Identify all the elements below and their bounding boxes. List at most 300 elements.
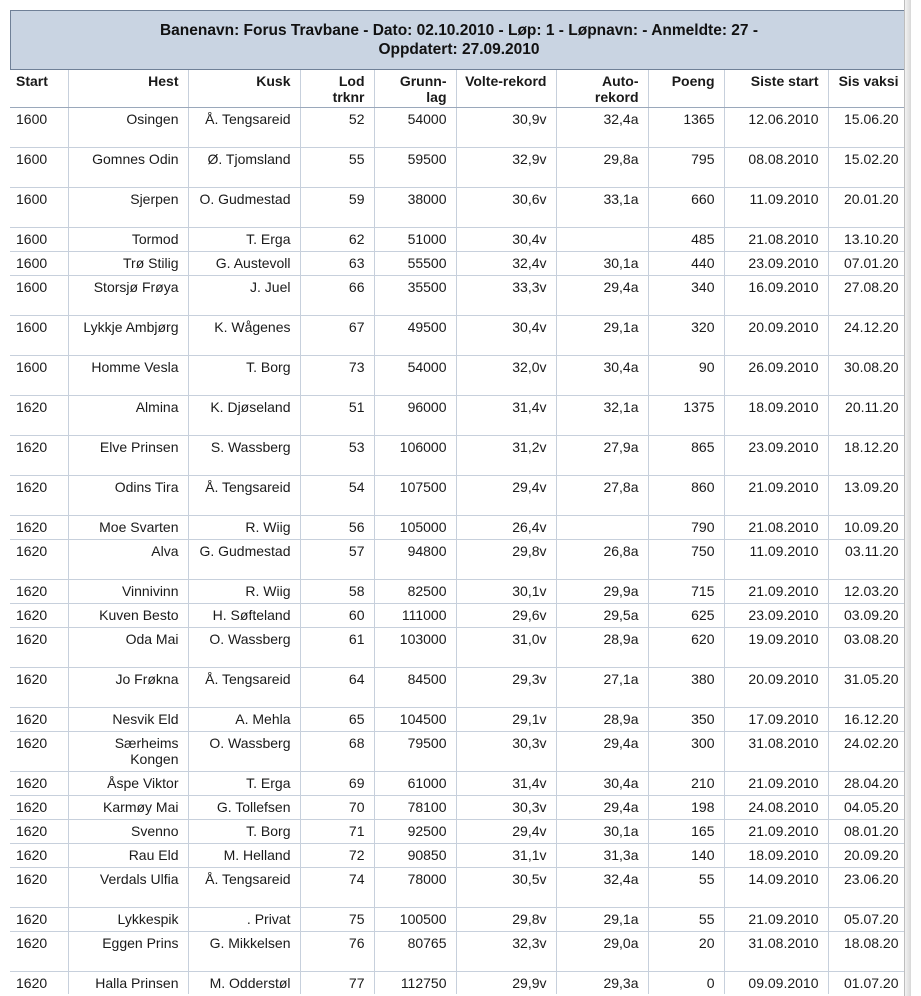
cell-siste-start: 21.09.2010 (724, 908, 828, 932)
cell-siste-start: 20.09.2010 (724, 316, 828, 356)
cell-hest: Særheims Kongen (68, 732, 188, 772)
cell-grunnlag: 90850 (374, 844, 456, 868)
cell-start: 1600 (10, 356, 68, 396)
cell-hest: Odins Tira (68, 476, 188, 516)
cell-siste-start: 26.09.2010 (724, 356, 828, 396)
col-header-grunnlag: Grunn-lag (374, 70, 456, 108)
cell-volterekord: 33,3v (456, 276, 556, 316)
cell-poeng: 380 (648, 668, 724, 708)
cell-start: 1620 (10, 580, 68, 604)
cell-siste-vaksinasjon: 16.12.20 (828, 708, 906, 732)
cell-volterekord: 29,8v (456, 540, 556, 580)
cell-start: 1620 (10, 932, 68, 972)
cell-poeng: 620 (648, 628, 724, 668)
cell-start: 1620 (10, 820, 68, 844)
race-header (10, 10, 906, 70)
entries-table-wrap (10, 70, 906, 994)
table-header-row (10, 70, 906, 108)
cell-siste-vaksinasjon: 01.07.20 (828, 972, 906, 995)
table-row (10, 516, 906, 540)
table-row (10, 932, 906, 972)
entries-table (10, 70, 906, 994)
table-row (10, 820, 906, 844)
cell-lod: 51 (300, 396, 374, 436)
cell-start: 1600 (10, 316, 68, 356)
cell-poeng: 320 (648, 316, 724, 356)
cell-lod: 63 (300, 252, 374, 276)
cell-siste-vaksinasjon: 24.02.20 (828, 732, 906, 772)
cell-grunnlag: 84500 (374, 668, 456, 708)
cell-volterekord: 30,4v (456, 228, 556, 252)
cell-lod: 66 (300, 276, 374, 316)
table-row (10, 276, 906, 316)
cell-kusk: Ø. Tjomsland (188, 148, 300, 188)
cell-kusk: Å. Tengsareid (188, 668, 300, 708)
cell-poeng: 860 (648, 476, 724, 516)
cell-siste-start: 23.09.2010 (724, 252, 828, 276)
cell-siste-vaksinasjon: 31.05.20 (828, 668, 906, 708)
cell-hest: Eggen Prins (68, 932, 188, 972)
cell-lod: 61 (300, 628, 374, 668)
cell-autorekord: 27,1a (556, 668, 648, 708)
cell-autorekord: 30,1a (556, 252, 648, 276)
table-row (10, 356, 906, 396)
cell-siste-vaksinasjon: 27.08.20 (828, 276, 906, 316)
cell-volterekord: 31,4v (456, 772, 556, 796)
cell-hest: Nesvik Eld (68, 708, 188, 732)
cell-lod: 75 (300, 908, 374, 932)
cell-start: 1620 (10, 708, 68, 732)
cell-lod: 56 (300, 516, 374, 540)
table-row (10, 148, 906, 188)
cell-kusk: T. Erga (188, 228, 300, 252)
cell-start: 1620 (10, 628, 68, 668)
report-frame (8, 8, 906, 994)
cell-siste-vaksinasjon: 04.05.20 (828, 796, 906, 820)
col-header-autorekord: Auto-rekord (556, 70, 648, 108)
col-header-poeng: Poeng (648, 70, 724, 108)
cell-autorekord (556, 228, 648, 252)
cell-start: 1620 (10, 772, 68, 796)
cell-autorekord: 30,4a (556, 356, 648, 396)
cell-hest: Tormod (68, 228, 188, 252)
cell-siste-vaksinasjon: 28.04.20 (828, 772, 906, 796)
cell-siste-vaksinasjon: 18.08.20 (828, 932, 906, 972)
cell-start: 1600 (10, 148, 68, 188)
cell-lod: 67 (300, 316, 374, 356)
cell-kusk: M. Odderstøl (188, 972, 300, 995)
cell-siste-start: 21.08.2010 (724, 228, 828, 252)
cell-autorekord: 31,3a (556, 844, 648, 868)
col-header-siste-start: Siste start (724, 70, 828, 108)
cell-autorekord: 29,4a (556, 276, 648, 316)
cell-poeng: 55 (648, 908, 724, 932)
cell-autorekord: 32,4a (556, 108, 648, 148)
cell-kusk: Å. Tengsareid (188, 476, 300, 516)
table-row (10, 796, 906, 820)
cell-lod: 73 (300, 356, 374, 396)
cell-poeng: 20 (648, 932, 724, 972)
cell-start: 1620 (10, 868, 68, 908)
cell-lod: 71 (300, 820, 374, 844)
cell-siste-start: 31.08.2010 (724, 932, 828, 972)
cell-hest: Gomnes Odin (68, 148, 188, 188)
cell-kusk: T. Erga (188, 772, 300, 796)
table-row (10, 908, 906, 932)
cell-siste-vaksinasjon: 03.08.20 (828, 628, 906, 668)
cell-kusk: K. Wågenes (188, 316, 300, 356)
cell-grunnlag: 59500 (374, 148, 456, 188)
cell-grunnlag: 79500 (374, 732, 456, 772)
cell-start: 1620 (10, 844, 68, 868)
cell-autorekord: 29,1a (556, 316, 648, 356)
cell-hest: Elve Prinsen (68, 436, 188, 476)
cell-poeng: 140 (648, 844, 724, 868)
col-header-kusk: Kusk (188, 70, 300, 108)
cell-lod: 69 (300, 772, 374, 796)
cell-start: 1600 (10, 188, 68, 228)
cell-volterekord: 32,0v (456, 356, 556, 396)
cell-volterekord: 29,9v (456, 972, 556, 995)
cell-autorekord: 32,4a (556, 868, 648, 908)
cell-lod: 60 (300, 604, 374, 628)
cell-volterekord: 29,6v (456, 604, 556, 628)
cell-autorekord: 29,5a (556, 604, 648, 628)
col-header-hest: Hest (68, 70, 188, 108)
cell-lod: 76 (300, 932, 374, 972)
cell-siste-start: 21.09.2010 (724, 476, 828, 516)
cell-volterekord: 30,4v (456, 316, 556, 356)
cell-siste-vaksinasjon: 03.09.20 (828, 604, 906, 628)
table-row (10, 108, 906, 148)
cell-lod: 55 (300, 148, 374, 188)
cell-start: 1620 (10, 396, 68, 436)
cell-poeng: 300 (648, 732, 724, 772)
cell-poeng: 660 (648, 188, 724, 228)
cell-poeng: 790 (648, 516, 724, 540)
window-edge (904, 0, 911, 996)
cell-volterekord: 30,5v (456, 868, 556, 908)
cell-volterekord: 30,9v (456, 108, 556, 148)
cell-grunnlag: 78000 (374, 868, 456, 908)
cell-hest: Trø Stilig (68, 252, 188, 276)
cell-hest: Alva (68, 540, 188, 580)
cell-siste-vaksinasjon: 15.02.20 (828, 148, 906, 188)
cell-volterekord: 32,4v (456, 252, 556, 276)
cell-siste-start: 19.09.2010 (724, 628, 828, 668)
cell-kusk: R. Wiig (188, 580, 300, 604)
cell-grunnlag: 49500 (374, 316, 456, 356)
cell-lod: 58 (300, 580, 374, 604)
cell-start: 1620 (10, 604, 68, 628)
cell-autorekord: 30,1a (556, 820, 648, 844)
cell-siste-start: 21.09.2010 (724, 580, 828, 604)
cell-poeng: 210 (648, 772, 724, 796)
cell-start: 1620 (10, 516, 68, 540)
cell-siste-vaksinasjon: 30.08.20 (828, 356, 906, 396)
col-header-start: Start (10, 70, 68, 108)
cell-hest: Åspe Viktor (68, 772, 188, 796)
cell-siste-start: 18.09.2010 (724, 844, 828, 868)
cell-hest: Jo Frøkna (68, 668, 188, 708)
cell-autorekord: 29,4a (556, 732, 648, 772)
cell-grunnlag: 111000 (374, 604, 456, 628)
cell-lod: 77 (300, 972, 374, 995)
cell-siste-start: 11.09.2010 (724, 540, 828, 580)
cell-hest: Karmøy Mai (68, 796, 188, 820)
cell-start: 1600 (10, 228, 68, 252)
cell-start: 1620 (10, 436, 68, 476)
cell-poeng: 440 (648, 252, 724, 276)
cell-kusk: G. Gudmestad (188, 540, 300, 580)
cell-start: 1620 (10, 796, 68, 820)
cell-lod: 70 (300, 796, 374, 820)
cell-hest: Vinnivinn (68, 580, 188, 604)
cell-kusk: S. Wassberg (188, 436, 300, 476)
cell-grunnlag: 78100 (374, 796, 456, 820)
cell-autorekord: 32,1a (556, 396, 648, 436)
cell-poeng: 55 (648, 868, 724, 908)
table-row (10, 628, 906, 668)
cell-start: 1600 (10, 252, 68, 276)
cell-siste-vaksinasjon: 24.12.20 (828, 316, 906, 356)
cell-lod: 72 (300, 844, 374, 868)
table-row (10, 228, 906, 252)
cell-grunnlag: 100500 (374, 908, 456, 932)
race-header-line1: Banenavn: Forus Travbane - Dato: 02.10.2010 - Løp: 1 - Løpnavn: - Anmeldte: 27 - (159, 22, 758, 39)
cell-autorekord: 30,4a (556, 772, 648, 796)
cell-kusk: O. Wassberg (188, 628, 300, 668)
cell-autorekord: 29,1a (556, 908, 648, 932)
cell-grunnlag: 92500 (374, 820, 456, 844)
cell-autorekord: 28,9a (556, 628, 648, 668)
cell-hest: Sjerpen (68, 188, 188, 228)
cell-hest: Rau Eld (68, 844, 188, 868)
cell-poeng: 350 (648, 708, 724, 732)
cell-poeng: 715 (648, 580, 724, 604)
cell-hest: Halla Prinsen (68, 972, 188, 995)
cell-siste-start: 20.09.2010 (724, 668, 828, 708)
cell-volterekord: 29,8v (456, 908, 556, 932)
cell-siste-start: 14.09.2010 (724, 868, 828, 908)
cell-autorekord: 29,8a (556, 148, 648, 188)
cell-siste-start: 21.09.2010 (724, 772, 828, 796)
cell-volterekord: 31,0v (456, 628, 556, 668)
cell-start: 1620 (10, 476, 68, 516)
cell-siste-start: 31.08.2010 (724, 732, 828, 772)
cell-lod: 59 (300, 188, 374, 228)
table-row (10, 188, 906, 228)
cell-hest: Moe Svarten (68, 516, 188, 540)
cell-kusk: Å. Tengsareid (188, 108, 300, 148)
cell-volterekord: 29,3v (456, 668, 556, 708)
cell-autorekord: 26,8a (556, 540, 648, 580)
cell-start: 1600 (10, 276, 68, 316)
cell-poeng: 340 (648, 276, 724, 316)
cell-start: 1620 (10, 908, 68, 932)
cell-kusk: H. Søfteland (188, 604, 300, 628)
cell-grunnlag: 80765 (374, 932, 456, 972)
table-row (10, 604, 906, 628)
cell-grunnlag: 104500 (374, 708, 456, 732)
cell-hest: Verdals Ulfia (68, 868, 188, 908)
table-row (10, 868, 906, 908)
cell-hest: Homme Vesla (68, 356, 188, 396)
cell-kusk: T. Borg (188, 820, 300, 844)
race-header-line2: Oppdatert: 27.09.2010 (378, 41, 540, 58)
cell-autorekord: 27,9a (556, 436, 648, 476)
cell-poeng: 198 (648, 796, 724, 820)
cell-volterekord: 31,4v (456, 396, 556, 436)
col-header-lod: Lod trknr (300, 70, 374, 108)
cell-poeng: 1375 (648, 396, 724, 436)
cell-siste-vaksinasjon: 07.01.20 (828, 252, 906, 276)
cell-kusk: O. Wassberg (188, 732, 300, 772)
cell-lod: 54 (300, 476, 374, 516)
cell-siste-vaksinasjon: 13.09.20 (828, 476, 906, 516)
table-row (10, 708, 906, 732)
cell-volterekord: 26,4v (456, 516, 556, 540)
cell-siste-vaksinasjon: 03.11.20 (828, 540, 906, 580)
cell-kusk: M. Helland (188, 844, 300, 868)
cell-start: 1620 (10, 540, 68, 580)
cell-kusk: A. Mehla (188, 708, 300, 732)
cell-volterekord: 30,6v (456, 188, 556, 228)
cell-kusk: Å. Tengsareid (188, 868, 300, 908)
cell-volterekord: 31,2v (456, 436, 556, 476)
cell-siste-vaksinasjon: 08.01.20 (828, 820, 906, 844)
cell-autorekord: 29,9a (556, 580, 648, 604)
cell-hest: Oda Mai (68, 628, 188, 668)
cell-poeng: 0 (648, 972, 724, 995)
table-row (10, 396, 906, 436)
cell-poeng: 90 (648, 356, 724, 396)
cell-hest: Svenno (68, 820, 188, 844)
cell-siste-vaksinasjon: 18.12.20 (828, 436, 906, 476)
cell-siste-start: 18.09.2010 (724, 396, 828, 436)
cell-siste-start: 12.06.2010 (724, 108, 828, 148)
cell-siste-start: 17.09.2010 (724, 708, 828, 732)
cell-grunnlag: 55500 (374, 252, 456, 276)
cell-volterekord: 30,3v (456, 732, 556, 772)
cell-grunnlag: 51000 (374, 228, 456, 252)
cell-start: 1620 (10, 732, 68, 772)
table-row (10, 580, 906, 604)
cell-volterekord: 31,1v (456, 844, 556, 868)
cell-poeng: 865 (648, 436, 724, 476)
cell-siste-vaksinasjon: 20.09.20 (828, 844, 906, 868)
cell-autorekord: 29,0a (556, 932, 648, 972)
table-row (10, 316, 906, 356)
cell-poeng: 165 (648, 820, 724, 844)
cell-kusk: G. Tollefsen (188, 796, 300, 820)
cell-lod: 53 (300, 436, 374, 476)
cell-start: 1600 (10, 108, 68, 148)
cell-siste-vaksinasjon: 20.01.20 (828, 188, 906, 228)
cell-siste-start: 23.09.2010 (724, 436, 828, 476)
cell-volterekord: 29,1v (456, 708, 556, 732)
cell-siste-vaksinasjon: 10.09.20 (828, 516, 906, 540)
cell-kusk: . Privat (188, 908, 300, 932)
col-header-siste-vaksinasjon: Sis vaksi (828, 70, 906, 108)
table-row (10, 540, 906, 580)
cell-siste-vaksinasjon: 20.11.20 (828, 396, 906, 436)
cell-siste-start: 11.09.2010 (724, 188, 828, 228)
cell-siste-vaksinasjon: 12.03.20 (828, 580, 906, 604)
cell-grunnlag: 54000 (374, 356, 456, 396)
cell-kusk: R. Wiig (188, 516, 300, 540)
cell-autorekord: 29,3a (556, 972, 648, 995)
cell-siste-start: 24.08.2010 (724, 796, 828, 820)
cell-lod: 64 (300, 668, 374, 708)
cell-start: 1620 (10, 668, 68, 708)
cell-grunnlag: 38000 (374, 188, 456, 228)
cell-volterekord: 29,4v (456, 476, 556, 516)
cell-kusk: T. Borg (188, 356, 300, 396)
cell-kusk: K. Djøseland (188, 396, 300, 436)
cell-hest: Kuven Besto (68, 604, 188, 628)
col-header-volterekord: Volte-rekord (456, 70, 556, 108)
table-row (10, 252, 906, 276)
cell-siste-vaksinasjon: 15.06.20 (828, 108, 906, 148)
cell-siste-start: 16.09.2010 (724, 276, 828, 316)
cell-kusk: G. Austevoll (188, 252, 300, 276)
cell-siste-start: 08.08.2010 (724, 148, 828, 188)
cell-grunnlag: 94800 (374, 540, 456, 580)
cell-autorekord: 33,1a (556, 188, 648, 228)
cell-siste-start: 09.09.2010 (724, 972, 828, 995)
cell-autorekord (556, 516, 648, 540)
cell-lod: 52 (300, 108, 374, 148)
cell-grunnlag: 35500 (374, 276, 456, 316)
table-row (10, 436, 906, 476)
cell-lod: 65 (300, 708, 374, 732)
table-row (10, 844, 906, 868)
cell-poeng: 795 (648, 148, 724, 188)
cell-grunnlag: 103000 (374, 628, 456, 668)
cell-autorekord: 29,4a (556, 796, 648, 820)
cell-hest: Lykkje Ambjørg (68, 316, 188, 356)
cell-grunnlag: 107500 (374, 476, 456, 516)
table-row (10, 668, 906, 708)
cell-siste-start: 21.09.2010 (724, 820, 828, 844)
cell-grunnlag: 105000 (374, 516, 456, 540)
cell-lod: 57 (300, 540, 374, 580)
cell-siste-start: 23.09.2010 (724, 604, 828, 628)
cell-grunnlag: 112750 (374, 972, 456, 995)
table-row (10, 972, 906, 995)
cell-hest: Osingen (68, 108, 188, 148)
table-row (10, 476, 906, 516)
cell-grunnlag: 96000 (374, 396, 456, 436)
cell-volterekord: 30,1v (456, 580, 556, 604)
cell-autorekord: 28,9a (556, 708, 648, 732)
cell-siste-vaksinasjon: 13.10.20 (828, 228, 906, 252)
cell-volterekord: 30,3v (456, 796, 556, 820)
cell-lod: 68 (300, 732, 374, 772)
cell-grunnlag: 54000 (374, 108, 456, 148)
cell-grunnlag: 106000 (374, 436, 456, 476)
table-row (10, 732, 906, 772)
cell-poeng: 485 (648, 228, 724, 252)
cell-poeng: 750 (648, 540, 724, 580)
cell-volterekord: 29,4v (456, 820, 556, 844)
cell-autorekord: 27,8a (556, 476, 648, 516)
cell-hest: Lykkespik (68, 908, 188, 932)
cell-kusk: J. Juel (188, 276, 300, 316)
table-row (10, 772, 906, 796)
cell-siste-vaksinasjon: 23.06.20 (828, 868, 906, 908)
